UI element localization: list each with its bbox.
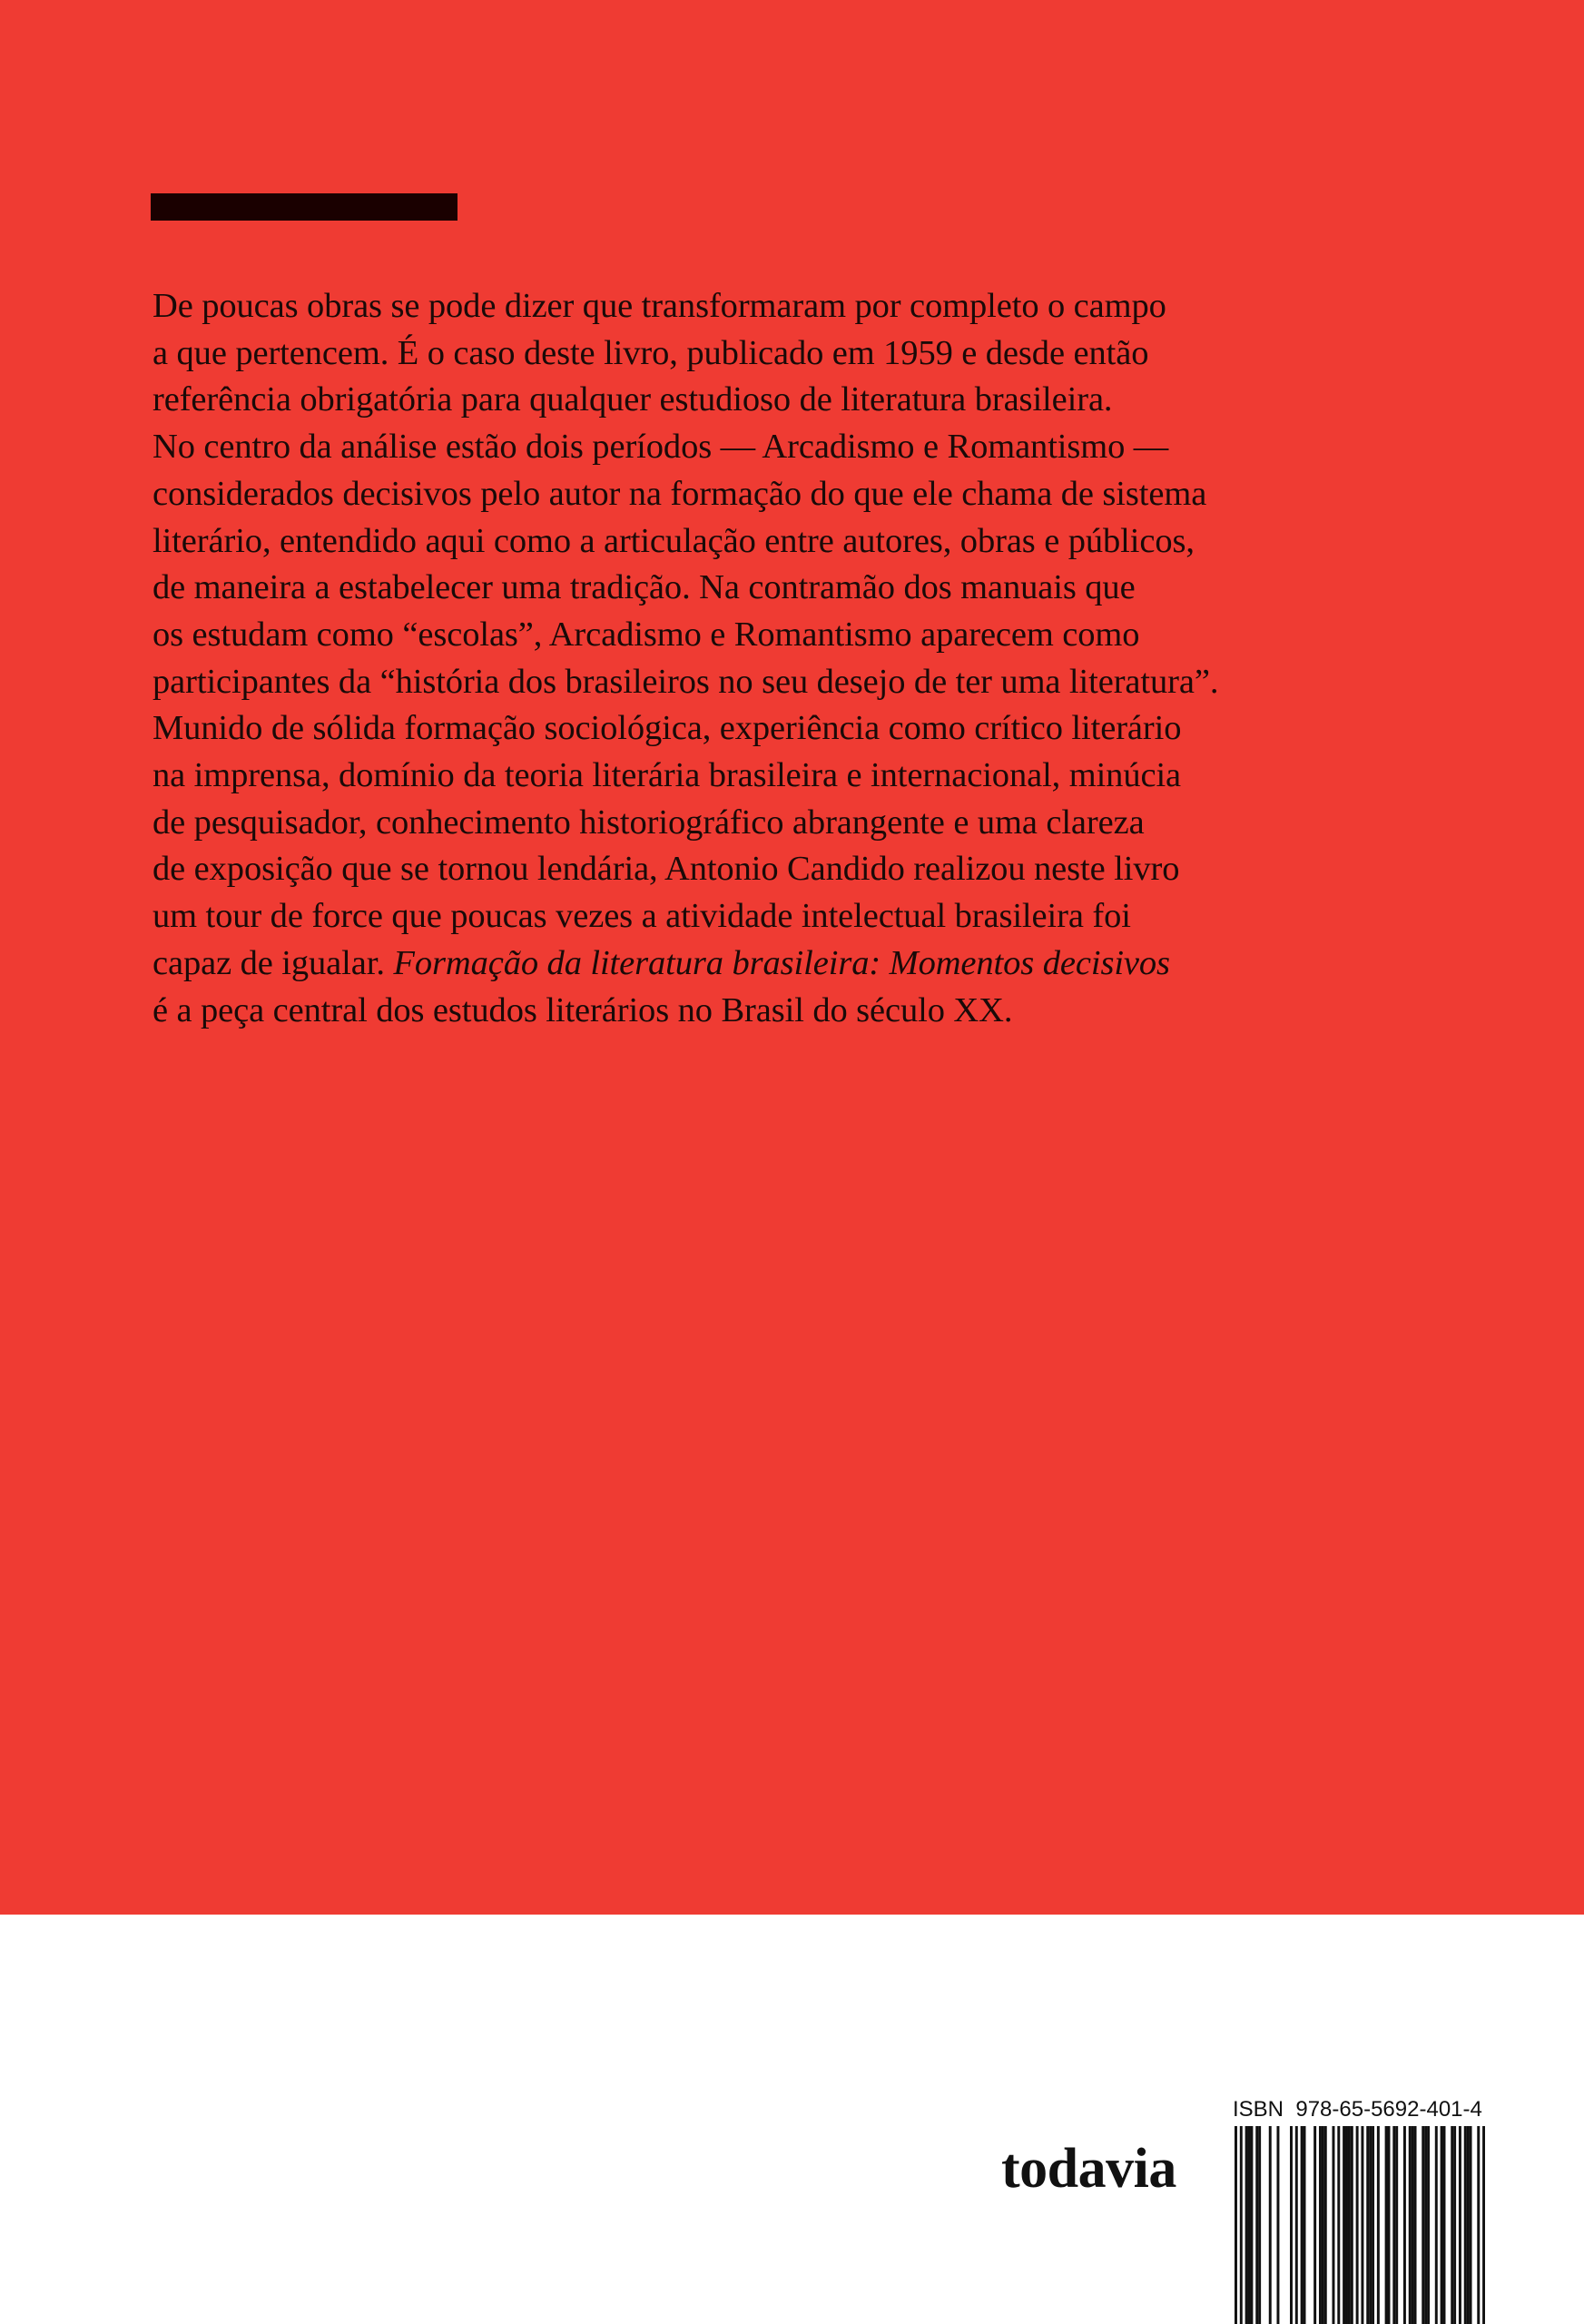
barcode-bar	[1348, 2126, 1351, 2324]
barcode-bar	[1255, 2126, 1258, 2324]
barcode-bar	[1443, 2126, 1446, 2324]
barcode-bar	[1351, 2126, 1353, 2324]
barcode-bar	[1258, 2126, 1261, 2324]
barcode-bar	[1403, 2126, 1406, 2324]
barcode-bar	[1290, 2126, 1293, 2324]
barcode-bar	[1477, 2126, 1480, 2324]
blurb-line: De poucas obras se pode dizer que transformaram por completo o campo	[152, 287, 1166, 325]
barcode-bar	[1269, 2126, 1272, 2324]
barcode-bar	[1343, 2126, 1345, 2324]
barcode-bar	[1245, 2126, 1248, 2324]
blurb-line: um tour de force que poucas vezes a atividade intelectual brasileira foi	[152, 897, 1131, 936]
barcode-bar	[1395, 2126, 1398, 2324]
barcode-bar	[1369, 2126, 1372, 2324]
barcode-bar	[1453, 2126, 1456, 2324]
barcode-graphic	[1235, 2126, 1485, 2324]
barcode-bar	[1412, 2126, 1414, 2324]
barcode-bar	[1385, 2126, 1388, 2324]
barcode-bar	[1313, 2126, 1316, 2324]
barcode-bar	[1388, 2126, 1391, 2324]
barcode-bar	[1248, 2126, 1251, 2324]
blurb-line: é a peça central dos estudos literários no Brasil do século XX.	[152, 990, 1013, 1029]
barcode-bar	[1470, 2126, 1472, 2324]
barcode-bar	[1361, 2126, 1363, 2324]
barcode-bar	[1235, 2126, 1237, 2324]
blurb-line: referência obrigatória para qualquer estudioso de literatura brasileira.	[152, 380, 1113, 419]
barcode-bar	[1345, 2126, 1348, 2324]
barcode-bar	[1392, 2126, 1395, 2324]
blurb-line: de exposição que se tornou lendária, Antonio Candido realizou neste livro	[152, 850, 1180, 889]
barcode-bar	[1435, 2126, 1438, 2324]
decorative-bar	[151, 193, 457, 221]
blurb-line: de maneira a estabelecer uma tradição. Na contramão dos manuais que	[152, 568, 1136, 607]
barcode-bar	[1319, 2126, 1322, 2324]
barcode-bar	[1337, 2126, 1340, 2324]
barcode-bar	[1482, 2126, 1485, 2324]
blurb-line-with-title	[152, 940, 1423, 988]
barcode-bar	[1409, 2126, 1412, 2324]
barcode-bar	[1295, 2126, 1298, 2324]
barcode-bar	[1372, 2126, 1374, 2324]
barcode-bar	[1240, 2126, 1243, 2324]
barcode-bar	[1464, 2126, 1467, 2324]
back-cover-blurb	[152, 283, 1423, 1034]
book-title-italic: Formação da literatura brasileira: Momentos decisivos	[393, 943, 1170, 982]
blurb-line: os estudam como “escolas”, Arcadismo e Romantismo aparecem como	[152, 615, 1140, 654]
barcode-bar	[1441, 2126, 1443, 2324]
barcode-bar	[1356, 2126, 1359, 2324]
blurb-line: considerados decisivos pelo autor na formação do que ele chama de sistema	[152, 474, 1207, 513]
barcode	[1235, 2126, 1485, 2324]
barcode-bar	[1467, 2126, 1470, 2324]
publisher-logo: todavia	[1001, 2138, 1176, 2200]
isbn-number: 978-65-5692-401-4	[1295, 2097, 1482, 2122]
barcode-bar	[1459, 2126, 1461, 2324]
blurb-line: de pesquisador, conhecimento historiográfico abrangente e uma clareza	[152, 803, 1145, 842]
blurb-line: literário, entendido aqui como a articulação entre autores, obras e públicos,	[152, 521, 1195, 560]
barcode-bar	[1424, 2126, 1427, 2324]
barcode-bar	[1304, 2126, 1306, 2324]
blurb-line: participantes da “história dos brasileiros no seu desejo de ter uma literatura”.	[152, 662, 1219, 701]
isbn-text	[1233, 2099, 1482, 2121]
barcode-bar	[1322, 2126, 1324, 2324]
barcode-bar	[1250, 2126, 1253, 2324]
blurb-line: No centro da análise estão dois períodos — Arcadismo e Romantismo —	[152, 428, 1169, 467]
isbn-label: ISBN	[1233, 2097, 1284, 2122]
blurb-line: na imprensa, domínio da teoria literária brasileira e internacional, minúcia	[152, 756, 1182, 795]
barcode-bar	[1332, 2126, 1334, 2324]
barcode-bar	[1422, 2126, 1424, 2324]
barcode-bar	[1276, 2126, 1279, 2324]
barcode-bar	[1414, 2126, 1417, 2324]
barcode-bar	[1324, 2126, 1327, 2324]
barcode-bar	[1301, 2126, 1304, 2324]
barcode-bar	[1451, 2126, 1453, 2324]
blurb-line-start: capaz de igualar.	[152, 943, 385, 982]
barcode-bar	[1377, 2126, 1380, 2324]
blurb-line: a que pertencem. É o caso deste livro, publicado em 1959 e desde então	[152, 333, 1149, 372]
barcode-bar	[1366, 2126, 1369, 2324]
barcode-bar	[1427, 2126, 1430, 2324]
blurb-line: Munido de sólida formação sociológica, experiência como crítico literário	[152, 709, 1182, 748]
